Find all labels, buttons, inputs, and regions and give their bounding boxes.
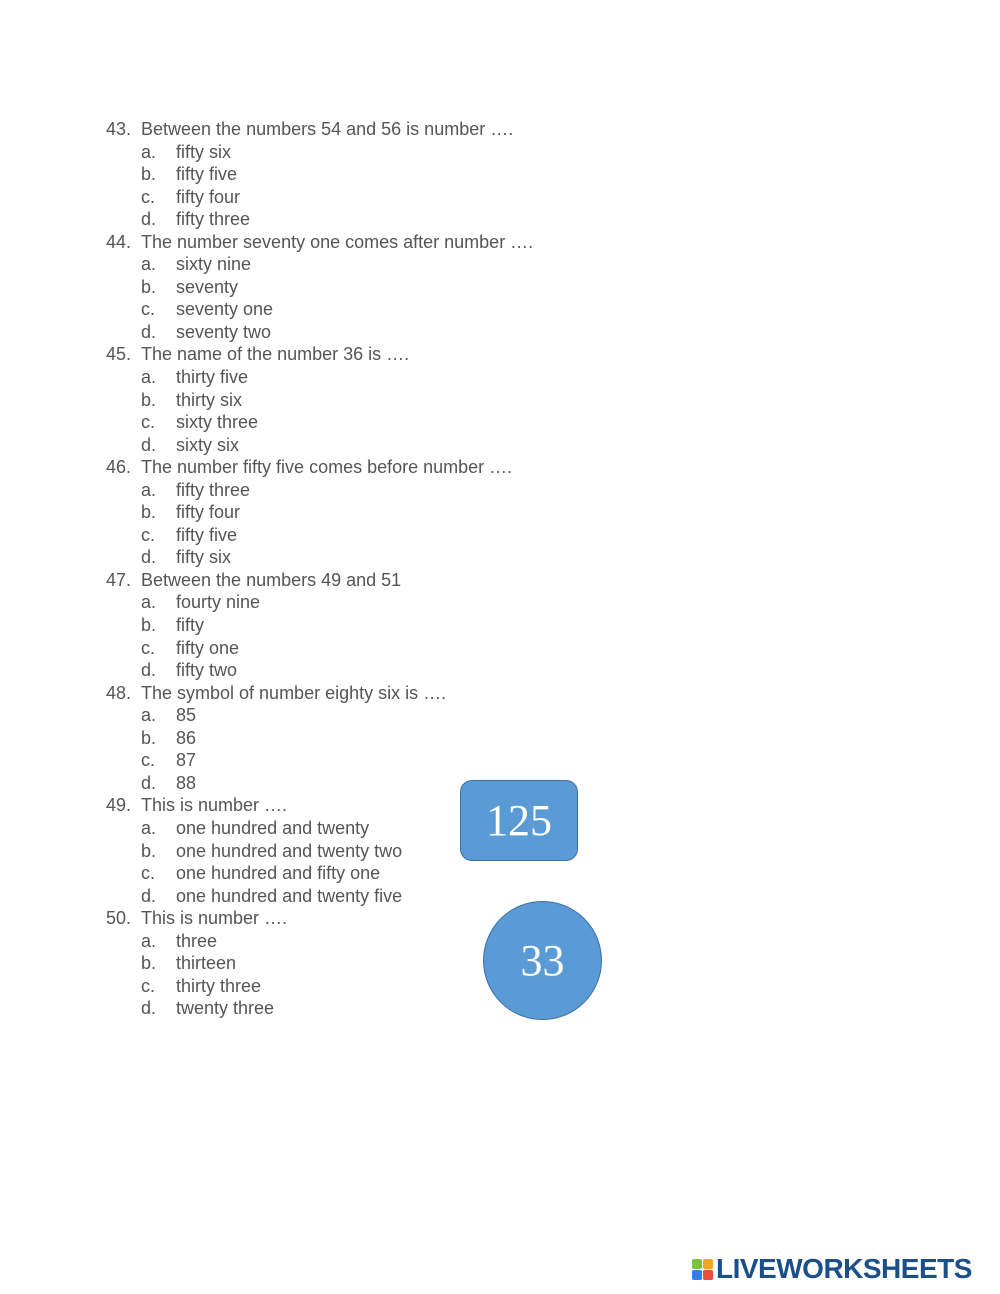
question-number: 48. [106, 682, 132, 703]
option-letter: b. [141, 615, 157, 636]
option-letter: a. [141, 592, 157, 613]
option-d [106, 208, 626, 231]
question-48 [106, 682, 626, 795]
logo-square-i [703, 1259, 713, 1269]
option-letter: b. [141, 164, 157, 185]
option-letter: c. [141, 186, 156, 207]
liveworksheets-logo-icon [692, 1259, 713, 1280]
option-a [106, 704, 626, 727]
option-letter: b. [141, 502, 157, 523]
question-line [106, 343, 626, 366]
option-letter: a. [141, 930, 157, 951]
option-c [106, 749, 626, 772]
question-number: 44. [106, 231, 132, 252]
option-text: seventy two [176, 321, 272, 342]
option-b [106, 727, 626, 750]
option-text: fifty six [176, 141, 232, 162]
option-letter: c. [141, 412, 156, 433]
option-text: fifty [176, 615, 205, 636]
option-text: one hundred and twenty two [176, 840, 403, 861]
option-text: twenty three [176, 998, 275, 1019]
option-text: 88 [176, 772, 197, 793]
brand-name: LIVEWORKSHEETS [716, 1253, 972, 1284]
option-letter: d. [141, 434, 157, 455]
question-44 [106, 231, 626, 344]
option-letter: c. [141, 975, 156, 996]
option-c [106, 298, 626, 321]
question-line [106, 456, 626, 479]
option-a [106, 253, 626, 276]
option-letter: c. [141, 637, 156, 658]
question-line [106, 569, 626, 592]
option-text: sixty three [176, 412, 259, 433]
option-text: one hundred and twenty five [176, 885, 403, 906]
option-letter: d. [141, 547, 157, 568]
option-text: fifty two [176, 660, 238, 681]
option-letter: d. [141, 321, 157, 342]
option-text: fifty five [176, 164, 238, 185]
option-text: 85 [176, 705, 197, 726]
question-text: The number fifty five comes before number …. [141, 457, 513, 478]
option-text: thirty five [176, 367, 249, 388]
option-letter: b. [141, 953, 157, 974]
option-d [106, 659, 626, 682]
option-text: fifty three [176, 479, 251, 500]
option-text: three [176, 930, 218, 951]
logo-square-v [692, 1270, 702, 1280]
option-a [106, 141, 626, 164]
question-number: 46. [106, 457, 132, 478]
option-letter: a. [141, 367, 157, 388]
worksheet-questions [106, 118, 626, 1020]
option-text: fifty three [176, 209, 251, 230]
option-c [106, 411, 626, 434]
option-text: sixty six [176, 434, 239, 455]
rect-number-label: 125 [486, 796, 552, 845]
option-text: thirteen [176, 953, 237, 974]
question-text: The number seventy one comes after number …. [141, 231, 534, 252]
option-letter: d. [141, 998, 157, 1019]
option-d [106, 546, 626, 569]
option-text: one hundred and fifty one [176, 863, 381, 884]
option-b [106, 501, 626, 524]
option-b [106, 614, 626, 637]
option-a [106, 366, 626, 389]
option-text: 87 [176, 750, 197, 771]
question-line [106, 231, 626, 254]
option-c [106, 186, 626, 209]
question-line [106, 118, 626, 141]
question-number: 50. [106, 908, 132, 929]
option-letter: c. [141, 299, 156, 320]
option-text: fifty five [176, 524, 238, 545]
option-a [106, 479, 626, 502]
option-letter: b. [141, 727, 157, 748]
option-letter: c. [141, 524, 156, 545]
question-45 [106, 343, 626, 456]
liveworksheets-brand [692, 1254, 972, 1284]
option-text: fifty one [176, 637, 240, 658]
number-33-circle [483, 901, 602, 1020]
option-text: fifty four [176, 186, 241, 207]
question-text: This is number …. [141, 795, 288, 816]
option-text: thirty three [176, 975, 262, 996]
option-b [106, 276, 626, 299]
option-b [106, 389, 626, 412]
option-letter: b. [141, 276, 157, 297]
option-letter: d. [141, 772, 157, 793]
option-d [106, 321, 626, 344]
option-text: seventy [176, 276, 239, 297]
option-text: 86 [176, 727, 197, 748]
circle-number-label: 33 [520, 936, 565, 985]
option-letter: d. [141, 660, 157, 681]
option-letter: a. [141, 479, 157, 500]
question-46 [106, 456, 626, 569]
question-47 [106, 569, 626, 682]
question-number: 45. [106, 344, 132, 365]
question-text: This is number …. [141, 908, 288, 929]
question-line [106, 682, 626, 705]
option-text: seventy one [176, 299, 274, 320]
logo-square-e [703, 1270, 713, 1280]
question-text: The name of the number 36 is …. [141, 344, 410, 365]
option-letter: a. [141, 141, 157, 162]
option-text: fourty nine [176, 592, 261, 613]
option-a [106, 591, 626, 614]
option-letter: c. [141, 863, 156, 884]
option-c [106, 862, 626, 885]
option-letter: a. [141, 254, 157, 275]
option-text: sixty nine [176, 254, 252, 275]
question-number: 47. [106, 569, 132, 590]
option-letter: d. [141, 209, 157, 230]
question-text: The symbol of number eighty six is …. [141, 682, 447, 703]
option-letter: c. [141, 750, 156, 771]
number-125-rounded-rectangle [460, 780, 578, 861]
question-43 [106, 118, 626, 231]
option-text: fifty four [176, 502, 241, 523]
question-number: 43. [106, 119, 132, 139]
option-text: thirty six [176, 389, 243, 410]
option-letter: b. [141, 389, 157, 410]
question-text: Between the numbers 54 and 56 is number …. [141, 119, 514, 139]
logo-square-l [692, 1259, 702, 1269]
option-letter: d. [141, 885, 157, 906]
option-c [106, 637, 626, 660]
option-c [106, 524, 626, 547]
question-number: 49. [106, 795, 132, 816]
option-text: fifty six [176, 547, 232, 568]
question-text: Between the numbers 49 and 51 [141, 569, 402, 590]
option-b [106, 163, 626, 186]
option-letter: a. [141, 705, 157, 726]
option-d [106, 434, 626, 457]
option-text: one hundred and twenty [176, 817, 370, 838]
option-letter: b. [141, 840, 157, 861]
option-letter: a. [141, 817, 157, 838]
